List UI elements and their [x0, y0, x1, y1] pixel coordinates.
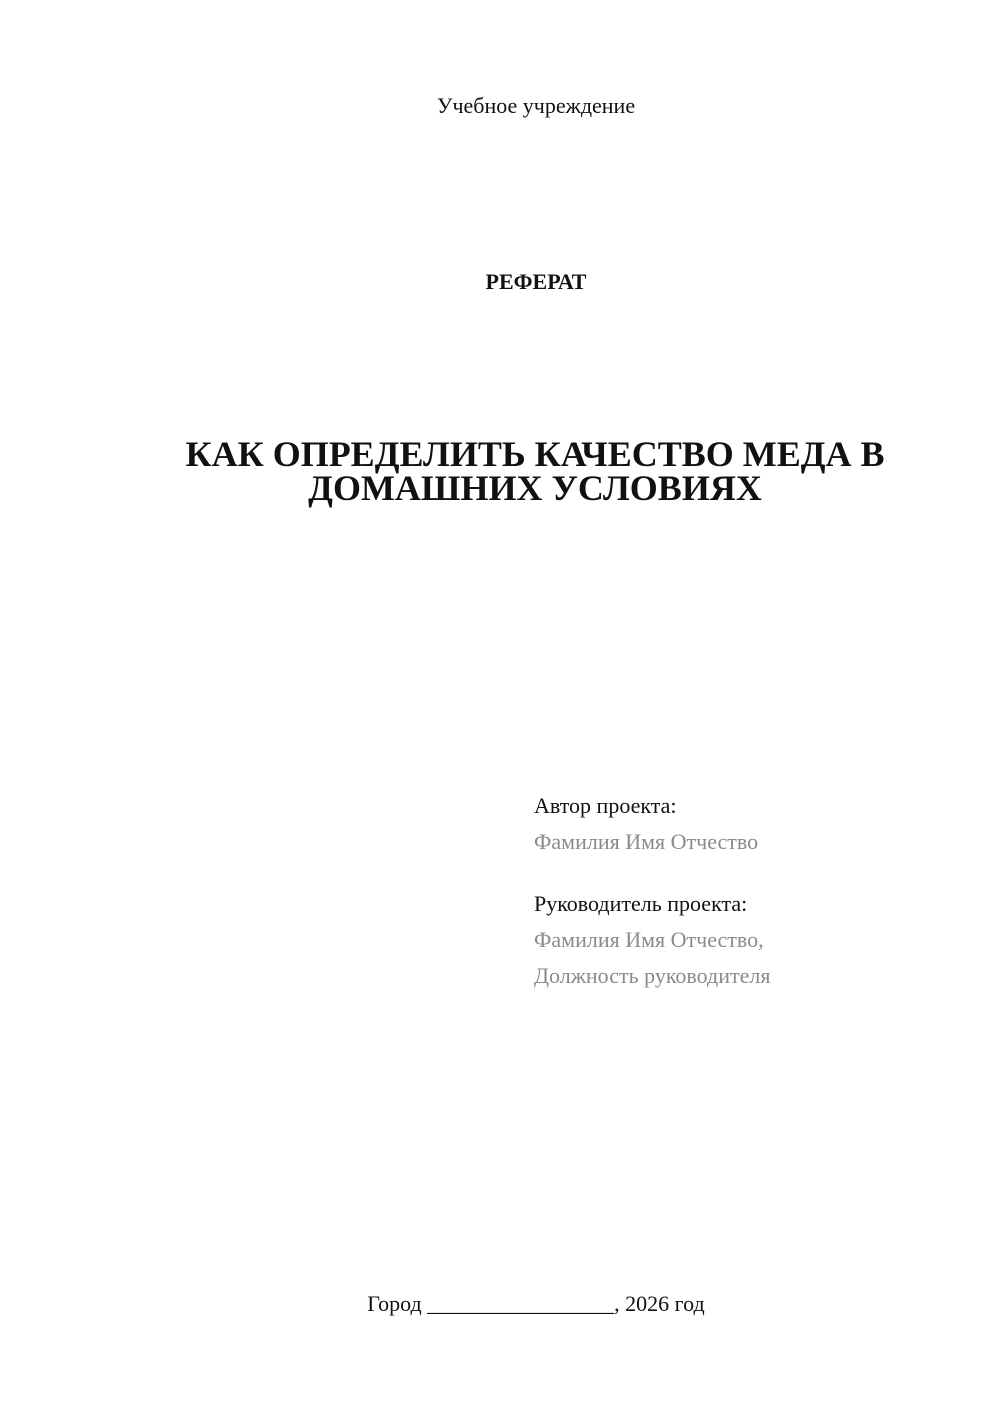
supervisor-name: Фамилия Имя Отчество,: [534, 927, 764, 952]
supervisor-position: Должность руководителя: [534, 963, 771, 988]
project-info: [534, 788, 974, 994]
document-title-line-2: ДОМАШНИХ УСЛОВИЯХ: [308, 468, 762, 508]
document-title: [130, 434, 940, 508]
supervisor-label: Руководитель проекта:: [534, 891, 748, 916]
document-title-line-1: КАК ОПРЕДЕЛИТЬ КАЧЕСТВО МЕДА В: [185, 434, 885, 474]
city-year-line: Город _________________, 2026 год: [367, 1291, 705, 1316]
institution-name: Учебное учреждение: [436, 93, 636, 118]
author-name: Фамилия Имя Отчество: [534, 829, 759, 854]
info-spacer: [534, 860, 974, 886]
document-type: РЕФЕРАТ: [485, 269, 587, 294]
author-label: Автор проекта:: [534, 793, 677, 818]
